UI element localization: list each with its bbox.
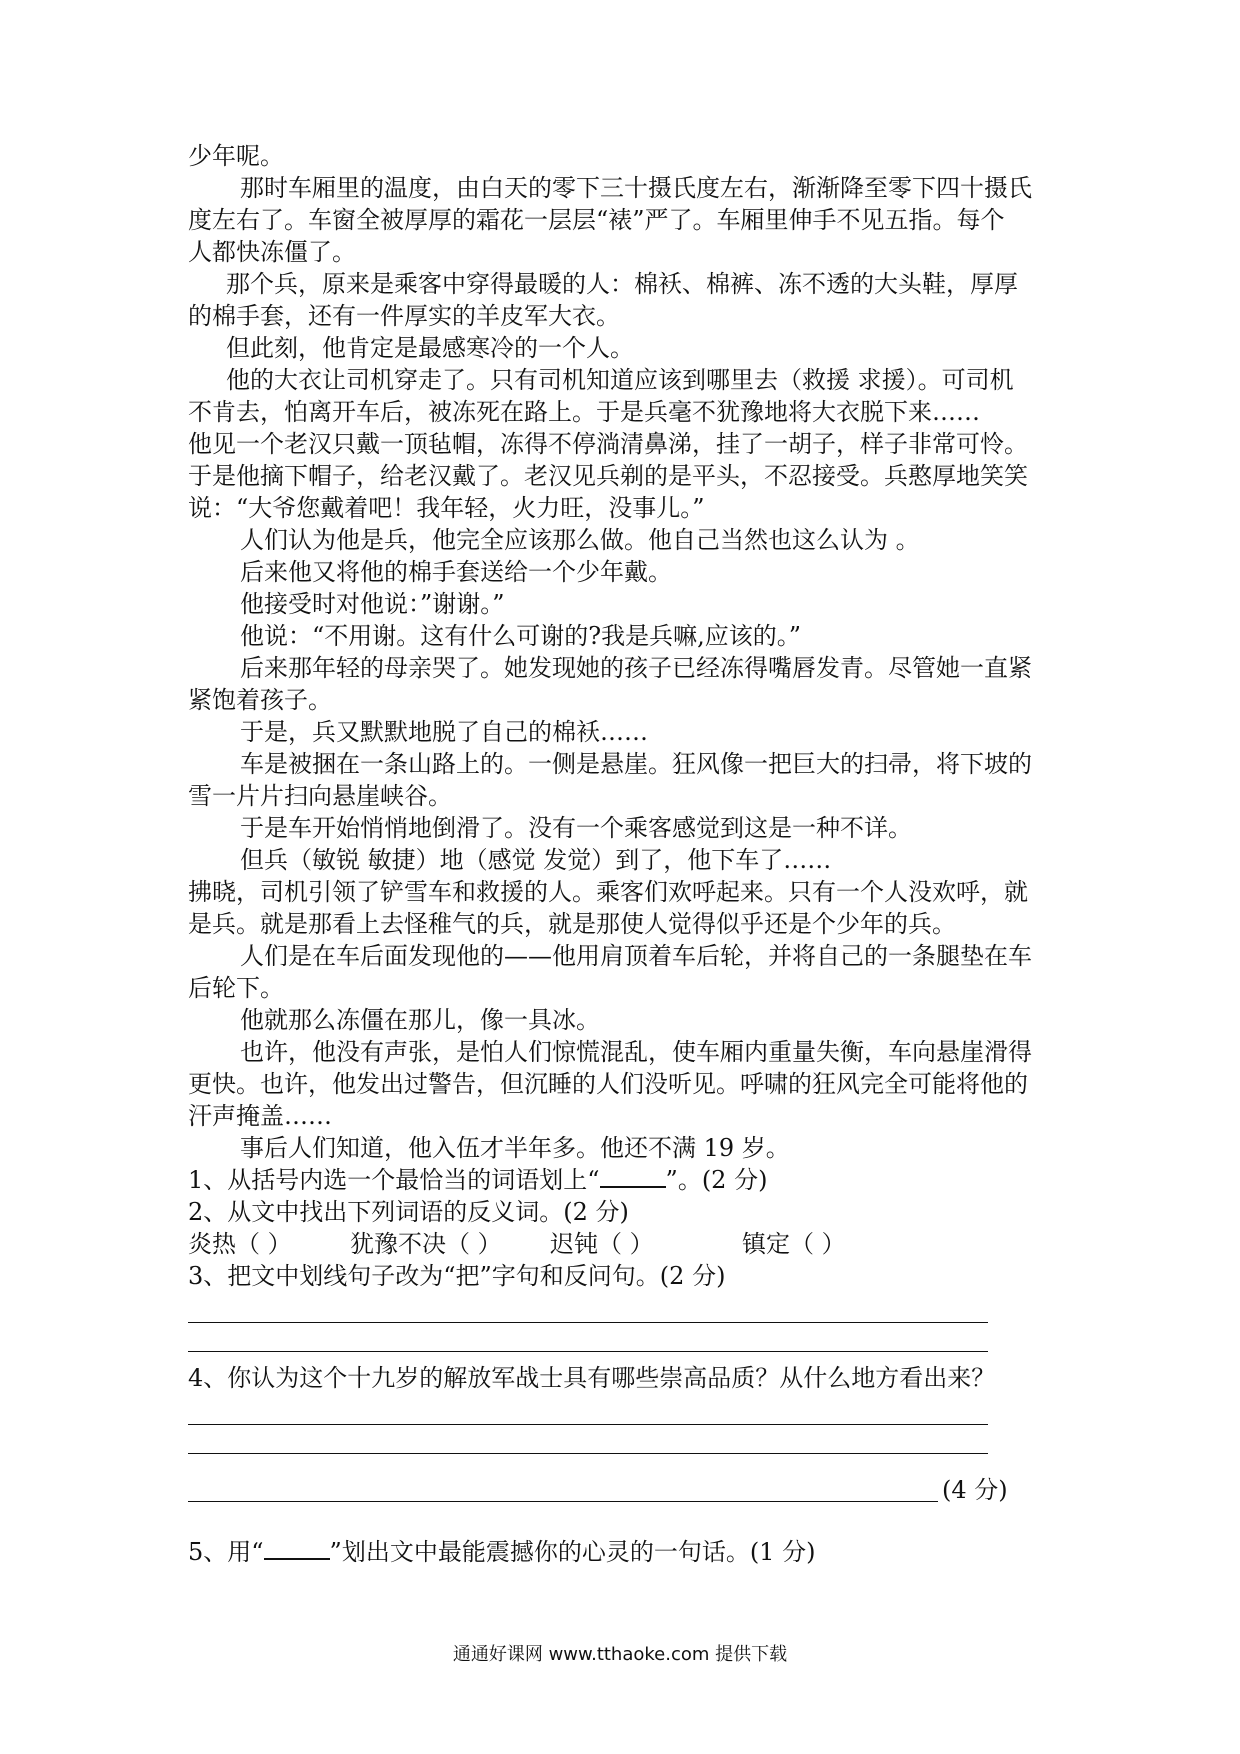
passage-line: 度左右了。车窗全被厚厚的霜花一层层“裱”严了。车厢里伸手不见五指。每个	[188, 206, 1005, 234]
passage-line: 事后人们知道，他入伍才半年多。他还不满 19 岁。	[240, 1134, 790, 1162]
antonym-options	[188, 1228, 1068, 1260]
antonym-option-4: 镇定（ ）	[742, 1230, 846, 1258]
passage-line: 那时车厢里的温度，由白天的零下三十摄氏度左右，渐渐降至零下四十摄氏	[240, 174, 1032, 202]
footer-credit: 通通好课网 www.tthaoke.com 提供下载	[452, 1644, 788, 1665]
question-5-text-start: 5、用“	[188, 1538, 264, 1566]
underline-sample	[264, 1536, 330, 1560]
passage-line: 拂晓，司机引领了铲雪车和救援的人。乘客们欢呼起来。只有一个人没欢呼，就	[188, 878, 1028, 906]
passage-line: 于是，兵又默默地脱了自己的棉袄……	[240, 718, 648, 746]
reading-passage	[188, 140, 1068, 1164]
passage-line: 于是车开始悄悄地倒滑了。没有一个乘客感觉到这是一种不详。	[240, 814, 912, 842]
passage-line: 人们是在车后面发现他的——他用肩顶着车后轮，并将自己的一条腿垫在车	[240, 942, 1032, 970]
passage-line: 也许，他没有声张，是怕人们惊慌混乱，使车厢内重量失衡，车向悬崖滑得	[240, 1038, 1032, 1066]
question-4: 4、你认为这个十九岁的解放军战士具有哪些崇高品质？从什么地方看出来？	[188, 1364, 996, 1392]
passage-line: 于是他摘下帽子，给老汉戴了。老汉见兵剃的是平头，不忍接受。兵憨厚地笑笑	[188, 462, 1028, 490]
answer-line-q4-2[interactable]	[188, 1453, 988, 1454]
antonym-option-2: 犹豫不决（ ）	[350, 1230, 502, 1258]
passage-line: 后来那年轻的母亲哭了。她发现她的孩子已经冻得嘴唇发青。尽管她一直紧	[240, 654, 1032, 682]
question-1-text-end: ”。(2 分)	[665, 1166, 768, 1194]
passage-line: 但此刻，他肯定是最感寒冷的一个人。	[226, 334, 634, 362]
worksheet-page	[188, 140, 1068, 1568]
question-3: 3、把文中划线句子改为“把”字句和反问句。(2 分)	[188, 1262, 726, 1290]
question-5	[188, 1536, 1068, 1568]
passage-line: 紧饱着孩子。	[188, 686, 332, 714]
passage-line: 更快。也许，他发出过警告，但沉睡的人们没听见。呼啸的狂风完全可能将他的	[188, 1070, 1028, 1098]
passage-line: 他说：“不用谢。这有什么可谢的?我是兵嘛,应该的。”	[240, 622, 802, 650]
passage-line: 他接受时对他说：”谢谢。”	[240, 590, 505, 618]
passage-line: 后轮下。	[188, 974, 284, 1002]
passage-line: 那个兵，原来是乘客中穿得最暖的人：棉袄、棉裤、冻不透的大头鞋，厚厚	[226, 270, 1018, 298]
passage-line: 人都快冻僵了。	[188, 238, 356, 266]
question-5-text-end: ”划出文中最能震撼你的心灵的一句话。(1 分)	[329, 1538, 816, 1566]
antonym-option-1: 炎热（ ）	[188, 1230, 292, 1258]
passage-line: 他就那么冻僵在那儿，像一具冰。	[240, 1006, 600, 1034]
question-2: 2、从文中找出下列词语的反义词。(2 分)	[188, 1198, 629, 1226]
passage-line: 的棉手套，还有一件厚实的羊皮军大衣。	[188, 302, 620, 330]
passage-line: 后来他又将他的棉手套送给一个少年戴。	[240, 558, 672, 586]
passage-line: 是兵。就是那看上去怪稚气的兵，就是那使人觉得似乎还是个少年的兵。	[188, 910, 956, 938]
antonym-option-3: 迟钝（ ）	[550, 1230, 654, 1258]
passage-line: 他的大衣让司机穿走了。只有司机知道应该到哪里去（救援 求援）。可司机	[226, 366, 1014, 394]
passage-line: 不肯去，怕离开车后，被冻死在路上。于是兵毫不犹豫地将大衣脱下来……	[188, 398, 980, 426]
question-1-text-start: 1、从括号内选一个最恰当的词语划上“	[188, 1166, 600, 1194]
underline-sample	[600, 1164, 666, 1188]
passage-line: 少年呢。	[188, 142, 284, 170]
question-4-score: (4 分)	[942, 1476, 1008, 1504]
answer-line-q4-3-row	[188, 1478, 1068, 1502]
passage-line: 说：“大爷您戴着吧！我年轻，火力旺，没事儿。”	[188, 494, 705, 522]
passage-line: 但兵（敏锐 敏捷）地（感觉 发觉）到了，他下车了……	[240, 846, 832, 874]
passage-line: 车是被捆在一条山路上的。一侧是悬崖。狂风像一把巨大的扫帚，将下坡的	[240, 750, 1032, 778]
answer-line-q4-1[interactable]	[188, 1424, 988, 1425]
answer-line-q3-2[interactable]	[188, 1351, 988, 1352]
answer-line-q3-1[interactable]	[188, 1322, 988, 1323]
question-1	[188, 1164, 1068, 1196]
passage-line: 汗声掩盖……	[188, 1102, 332, 1130]
answer-line-q4-3[interactable]	[188, 1501, 938, 1502]
passage-line: 人们认为他是兵，他完全应该那么做。他自己当然也这么认为 。	[240, 526, 920, 554]
passage-line: 他见一个老汉只戴一顶毡帽，冻得不停淌清鼻涕，挂了一胡子，样子非常可怜。	[188, 430, 1028, 458]
passage-line: 雪一片片扫向悬崖峡谷。	[188, 782, 452, 810]
